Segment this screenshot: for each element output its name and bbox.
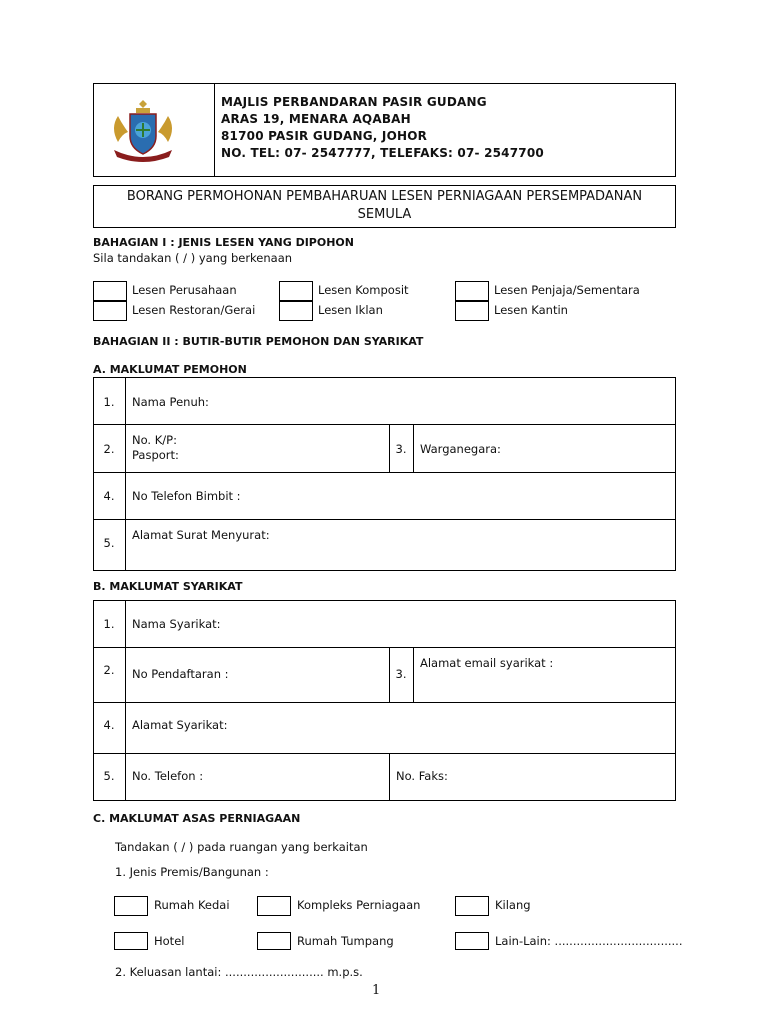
company-address-field[interactable]: Alamat Syarikat: — [132, 718, 228, 732]
label-lesen-komposit: Lesen Komposit — [318, 283, 409, 297]
org-name: MAJLIS PERBANDARAN PASIR GUDANG — [221, 95, 487, 109]
label-lain-lain: Lain-Lain: ................................... — [495, 934, 683, 948]
checkbox-kompleks-perniagaan[interactable] — [257, 896, 291, 916]
sectionA-heading: A. MAKLUMAT PEMOHON — [93, 363, 247, 376]
row-number: 5. — [103, 769, 115, 783]
full-name-field[interactable]: Nama Penuh: — [132, 395, 209, 409]
row-number: 4. — [103, 718, 115, 732]
label-lesen-perusahaan: Lesen Perusahaan — [132, 283, 237, 297]
checkbox-lesen-kantin[interactable] — [455, 301, 489, 321]
checkbox-hotel[interactable] — [114, 932, 148, 950]
row-number: 3. — [395, 442, 407, 456]
letterhead-divider — [214, 83, 215, 177]
label-kilang: Kilang — [495, 898, 531, 912]
checkbox-kilang[interactable] — [455, 896, 489, 916]
checkbox-lesen-perusahaan[interactable] — [93, 281, 127, 301]
sectionC-heading: C. MAKLUMAT ASAS PERNIAGAAN — [93, 812, 301, 825]
company-email-field[interactable]: Alamat email syarikat : — [420, 656, 554, 670]
mail-address-field[interactable]: Alamat Surat Menyurat: — [132, 528, 270, 542]
company-name-field[interactable]: Nama Syarikat: — [132, 617, 221, 631]
checkbox-rumah-kedai[interactable] — [114, 896, 148, 916]
mobile-field[interactable]: No Telefon Bimbit : — [132, 489, 241, 503]
row-number: 2. — [103, 663, 115, 677]
checkbox-lain-lain[interactable] — [455, 932, 489, 950]
checkbox-rumah-tumpang[interactable] — [257, 932, 291, 950]
row-number: 3. — [395, 667, 407, 681]
sectionA-split-2 — [413, 424, 414, 472]
address-line-2: 81700 PASIR GUDANG, JOHOR — [221, 129, 428, 143]
checkbox-lesen-komposit[interactable] — [279, 281, 313, 301]
label-hotel: Hotel — [154, 934, 185, 948]
address-line-1: ARAS 19, MENARA AQABAH — [221, 112, 411, 126]
sectionA-numcol — [125, 377, 126, 571]
form-title-line-1: BORANG PERMOHONAN PEMBAHARUAN LESEN PERNIAGAAN PERSEMPADANAN — [126, 189, 643, 204]
label-lesen-restoran: Lesen Restoran/Gerai — [132, 303, 256, 317]
registration-no-field[interactable]: No Pendaftaran : — [132, 667, 229, 681]
form-title-line-2: SEMULA — [357, 207, 412, 222]
sectionB-split-3 — [389, 753, 390, 801]
checkbox-lesen-restoran[interactable] — [93, 301, 127, 321]
row-number: 1. — [103, 395, 115, 409]
sectionB-row-4-bottom — [93, 753, 676, 754]
sectionA-row-2-bottom — [93, 472, 676, 473]
label-kompleks-perniagaan: Kompleks Perniagaan — [297, 898, 421, 912]
sectionB-split-2 — [413, 647, 414, 702]
passport-field-label[interactable]: Pasport: — [132, 448, 179, 462]
premises-question: 1. Jenis Premis/Bangunan : — [115, 865, 269, 879]
part2-heading: BAHAGIAN II : BUTIR-BUTIR PEMOHON DAN SYARIKAT — [93, 335, 424, 348]
company-phone-field[interactable]: No. Telefon : — [132, 769, 204, 783]
sectionB-heading: B. MAKLUMAT SYARIKAT — [93, 580, 243, 593]
sectionA-row-1-bottom — [93, 424, 676, 425]
citizenship-field[interactable]: Warganegara: — [420, 442, 501, 456]
label-lesen-penjaja: Lesen Penjaja/Sementara — [494, 283, 640, 297]
sectionB-row-2-bottom — [93, 702, 676, 703]
label-lesen-kantin: Lesen Kantin — [494, 303, 568, 317]
phone-fax: NO. TEL: 07- 2547777, TELEFAKS: 07- 2547700 — [221, 146, 544, 160]
label-lesen-iklan: Lesen Iklan — [318, 303, 383, 317]
part1-instruction: Sila tandakan ( / ) yang berkenaan — [93, 251, 293, 265]
part1-heading: BAHAGIAN I : JENIS LESEN YANG DIPOHON — [93, 236, 354, 249]
company-fax-field[interactable]: No. Faks: — [396, 769, 448, 783]
crest-icon — [106, 96, 180, 166]
label-rumah-tumpang: Rumah Tumpang — [297, 934, 394, 948]
row-number: 1. — [103, 617, 115, 631]
sectionC-instruction: Tandakan ( / ) pada ruangan yang berkaitan — [115, 840, 368, 854]
label-rumah-kedai: Rumah Kedai — [154, 898, 230, 912]
floor-area-field[interactable]: 2. Keluasan lantai: ........................... m.p.s. — [115, 965, 363, 979]
row-number: 5. — [103, 536, 115, 550]
row-number: 2. — [103, 442, 115, 456]
checkbox-lesen-penjaja[interactable] — [455, 281, 489, 301]
row-number: 4. — [103, 489, 115, 503]
ic-field-label[interactable]: No. K/P: — [132, 433, 177, 447]
page-number: 1 — [372, 983, 381, 998]
checkbox-lesen-iklan[interactable] — [279, 301, 313, 321]
sectionA-row-4-bottom — [93, 519, 676, 520]
sectionB-row-1-bottom — [93, 647, 676, 648]
sectionB-numcol — [125, 600, 126, 801]
